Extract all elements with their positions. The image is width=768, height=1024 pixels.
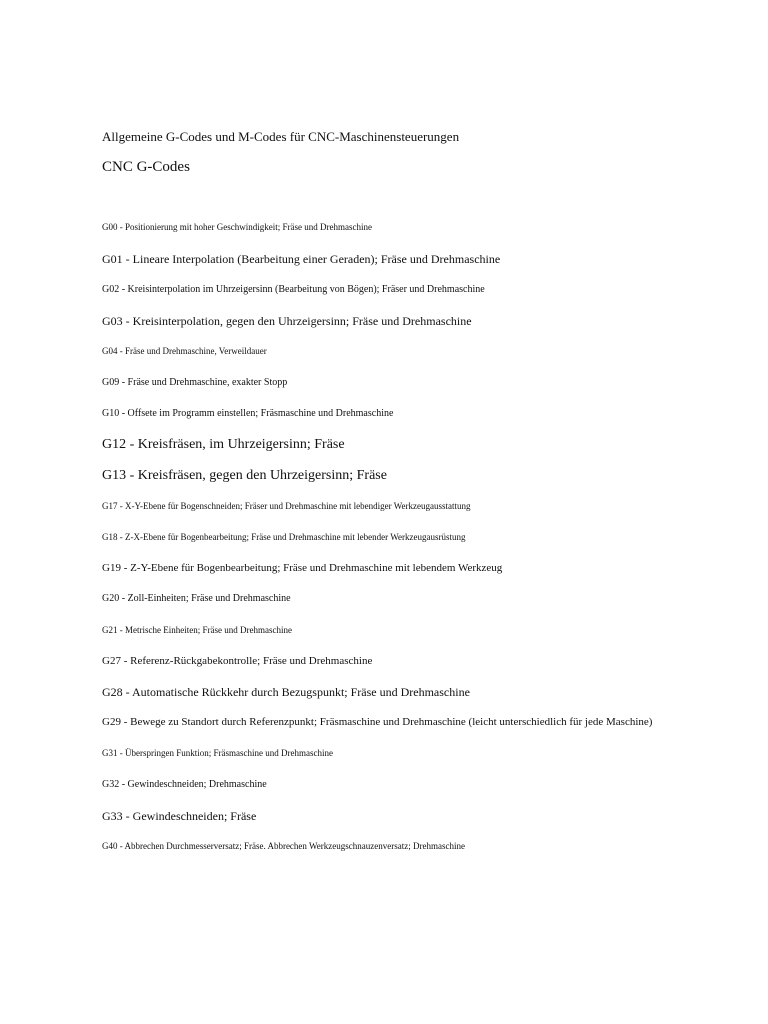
code-line-g00: G00 - Positionierung mit hoher Geschwindigkeit; Fräse und Drehmaschine [102,222,372,232]
code-line-g01: G01 - Lineare Interpolation (Bearbeitung einer Geraden); Fräse und Drehmaschine [102,252,501,266]
section-title: CNC G-Codes [102,159,190,175]
code-line-g40: G40 - Abbrechen Durchmesserversatz; Fräse. Abbrechen Werkzeugschnauzenversatz; Drehmaschine [102,841,465,851]
code-line-g28: G28 - Automatische Rückkehr durch Bezugspunkt; Fräse und Drehmaschine [102,685,470,699]
code-line-g03: G03 - Kreisinterpolation, gegen den Uhrzeigersinn; Fräse und Drehmaschine [102,314,472,328]
code-line-g20: G20 - Zoll-Einheiten; Fräse und Drehmaschine [102,593,291,604]
document-heading: Allgemeine G-Codes und M-Codes für CNC-Maschinensteuerungen [102,129,460,144]
code-line-g12: G12 - Kreisfräsen, im Uhrzeigersinn; Fräse [102,437,345,452]
code-line-g09: G09 - Fräse und Drehmaschine, exakter Stopp [102,377,288,388]
code-line-g19: G19 - Z-Y-Ebene für Bogenbearbeitung; Fräse und Drehmaschine mit lebendem Werkzeug [102,562,503,574]
code-line-g17: G17 - X-Y-Ebene für Bogenschneiden; Fräser und Drehmaschine mit lebendiger Werkzeugausstattung [102,501,471,511]
code-line-g27: G27 - Referenz-Rückgabekontrolle; Fräse und Drehmaschine [102,655,373,667]
code-line-g13: G13 - Kreisfräsen, gegen den Uhrzeigersinn; Fräse [102,468,387,483]
code-line-g33: G33 - Gewindeschneiden; Fräse [102,809,257,823]
code-line-g10: G10 - Offsete im Programm einstellen; Fräsmaschine und Drehmaschine [102,408,394,419]
code-line-g02: G02 - Kreisinterpolation im Uhrzeigersinn (Bearbeitung von Bögen); Fräser und Drehmaschine [102,284,485,295]
code-line-g29: G29 - Bewege zu Standort durch Referenzpunkt; Fräsmaschine und Drehmaschine (leicht unterschiedlich für jede Maschine) [102,716,653,728]
code-line-g31: G31 - Überspringen Funktion; Fräsmaschine und Drehmaschine [102,748,333,758]
code-line-g18: G18 - Z-X-Ebene für Bogenbearbeitung; Fräse und Drehmaschine mit lebender Werkzeugausrüstung [102,532,466,542]
code-line-g04: G04 - Fräse und Drehmaschine, Verweildauer [102,346,267,356]
code-line-g32: G32 - Gewindeschneiden; Drehmaschine [102,779,267,790]
code-line-g21: G21 - Metrische Einheiten; Fräse und Drehmaschine [102,625,292,635]
